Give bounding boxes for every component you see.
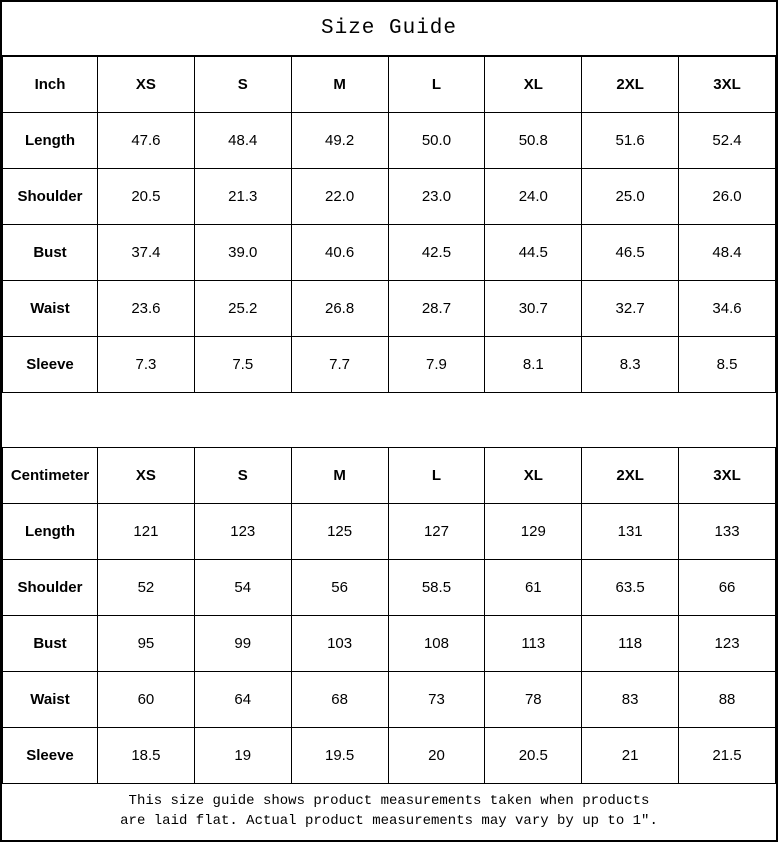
size-cell: 22.0 bbox=[291, 169, 388, 225]
size-cell: 19 bbox=[194, 728, 291, 784]
col-header-xl: XL bbox=[485, 448, 582, 504]
row-label-bust: Bust bbox=[3, 616, 98, 672]
size-cell: 56 bbox=[291, 560, 388, 616]
size-cell: 68 bbox=[291, 672, 388, 728]
col-header-m: M bbox=[291, 57, 388, 113]
size-cell: 108 bbox=[388, 616, 485, 672]
row-label-shoulder: Shoulder bbox=[3, 169, 98, 225]
size-cell: 7.9 bbox=[388, 337, 485, 393]
col-header-l: L bbox=[388, 57, 485, 113]
size-cell: 21 bbox=[582, 728, 679, 784]
size-cell: 28.7 bbox=[388, 281, 485, 337]
size-cell: 64 bbox=[194, 672, 291, 728]
size-cell: 48.4 bbox=[679, 225, 776, 281]
size-cell: 66 bbox=[679, 560, 776, 616]
size-cell: 125 bbox=[291, 504, 388, 560]
table-row bbox=[3, 281, 776, 337]
table-row bbox=[3, 225, 776, 281]
size-cell: 47.6 bbox=[98, 113, 195, 169]
col-header-3xl: 3XL bbox=[679, 448, 776, 504]
table-row bbox=[3, 560, 776, 616]
size-cell: 23.6 bbox=[98, 281, 195, 337]
size-cell: 61 bbox=[485, 560, 582, 616]
row-label-waist: Waist bbox=[3, 672, 98, 728]
size-cell: 37.4 bbox=[98, 225, 195, 281]
size-cell: 88 bbox=[679, 672, 776, 728]
spacer-row bbox=[2, 393, 776, 447]
row-label-shoulder: Shoulder bbox=[3, 560, 98, 616]
size-cell: 8.3 bbox=[582, 337, 679, 393]
row-label-sleeve: Sleeve bbox=[3, 337, 98, 393]
size-cell: 18.5 bbox=[98, 728, 195, 784]
size-cell: 46.5 bbox=[582, 225, 679, 281]
footer-line-2: are laid flat. Actual product measurements may vary by up to 1″. bbox=[120, 813, 658, 829]
col-header-2xl: 2XL bbox=[582, 57, 679, 113]
size-cell: 44.5 bbox=[485, 225, 582, 281]
col-header-xs: XS bbox=[98, 57, 195, 113]
inch-table bbox=[2, 56, 776, 393]
row-label-bust: Bust bbox=[3, 225, 98, 281]
size-cell: 52.4 bbox=[679, 113, 776, 169]
size-cell: 21.3 bbox=[194, 169, 291, 225]
size-cell: 113 bbox=[485, 616, 582, 672]
table-row bbox=[3, 169, 776, 225]
size-cell: 73 bbox=[388, 672, 485, 728]
size-cell: 123 bbox=[194, 504, 291, 560]
size-cell: 54 bbox=[194, 560, 291, 616]
size-cell: 39.0 bbox=[194, 225, 291, 281]
col-header-2xl: 2XL bbox=[582, 448, 679, 504]
size-cell: 121 bbox=[98, 504, 195, 560]
cm-header-row bbox=[3, 448, 776, 504]
size-cell: 32.7 bbox=[582, 281, 679, 337]
size-cell: 49.2 bbox=[291, 113, 388, 169]
size-cell: 7.3 bbox=[98, 337, 195, 393]
col-header-xl: XL bbox=[485, 57, 582, 113]
size-cell: 123 bbox=[679, 616, 776, 672]
inch-header-row bbox=[3, 57, 776, 113]
table-row bbox=[3, 728, 776, 784]
col-header-s: S bbox=[194, 448, 291, 504]
footer-note bbox=[2, 784, 776, 840]
size-cell: 40.6 bbox=[291, 225, 388, 281]
col-header-3xl: 3XL bbox=[679, 57, 776, 113]
size-cell: 7.7 bbox=[291, 337, 388, 393]
size-cell: 34.6 bbox=[679, 281, 776, 337]
size-cell: 83 bbox=[582, 672, 679, 728]
col-header-xs: XS bbox=[98, 448, 195, 504]
row-label-waist: Waist bbox=[3, 281, 98, 337]
table-row bbox=[3, 113, 776, 169]
size-cell: 20.5 bbox=[98, 169, 195, 225]
size-cell: 103 bbox=[291, 616, 388, 672]
unit-header-centimeter: Centimeter bbox=[3, 448, 98, 504]
centimeter-table bbox=[2, 447, 776, 784]
size-cell: 50.0 bbox=[388, 113, 485, 169]
table-row bbox=[3, 337, 776, 393]
size-cell: 20 bbox=[388, 728, 485, 784]
row-label-length: Length bbox=[3, 113, 98, 169]
size-cell: 19.5 bbox=[291, 728, 388, 784]
size-cell: 78 bbox=[485, 672, 582, 728]
page-title: Size Guide bbox=[2, 2, 776, 56]
table-row bbox=[3, 672, 776, 728]
size-cell: 20.5 bbox=[485, 728, 582, 784]
size-cell: 21.5 bbox=[679, 728, 776, 784]
size-cell: 58.5 bbox=[388, 560, 485, 616]
size-cell: 118 bbox=[582, 616, 679, 672]
size-cell: 8.5 bbox=[679, 337, 776, 393]
size-cell: 23.0 bbox=[388, 169, 485, 225]
size-cell: 131 bbox=[582, 504, 679, 560]
col-header-m: M bbox=[291, 448, 388, 504]
size-cell: 51.6 bbox=[582, 113, 679, 169]
size-cell: 99 bbox=[194, 616, 291, 672]
size-cell: 129 bbox=[485, 504, 582, 560]
size-cell: 26.8 bbox=[291, 281, 388, 337]
col-header-s: S bbox=[194, 57, 291, 113]
size-cell: 24.0 bbox=[485, 169, 582, 225]
row-label-sleeve: Sleeve bbox=[3, 728, 98, 784]
size-cell: 95 bbox=[98, 616, 195, 672]
size-cell: 63.5 bbox=[582, 560, 679, 616]
size-cell: 30.7 bbox=[485, 281, 582, 337]
col-header-l: L bbox=[388, 448, 485, 504]
size-cell: 25.0 bbox=[582, 169, 679, 225]
size-cell: 25.2 bbox=[194, 281, 291, 337]
size-cell: 7.5 bbox=[194, 337, 291, 393]
size-cell: 133 bbox=[679, 504, 776, 560]
size-cell: 48.4 bbox=[194, 113, 291, 169]
unit-header-inch: Inch bbox=[3, 57, 98, 113]
table-row bbox=[3, 504, 776, 560]
size-cell: 60 bbox=[98, 672, 195, 728]
size-cell: 50.8 bbox=[485, 113, 582, 169]
size-cell: 42.5 bbox=[388, 225, 485, 281]
size-cell: 127 bbox=[388, 504, 485, 560]
size-cell: 26.0 bbox=[679, 169, 776, 225]
size-cell: 52 bbox=[98, 560, 195, 616]
size-cell: 8.1 bbox=[485, 337, 582, 393]
footer-line-1: This size guide shows product measurements taken when products bbox=[128, 793, 650, 810]
table-row bbox=[3, 616, 776, 672]
row-label-length: Length bbox=[3, 504, 98, 560]
